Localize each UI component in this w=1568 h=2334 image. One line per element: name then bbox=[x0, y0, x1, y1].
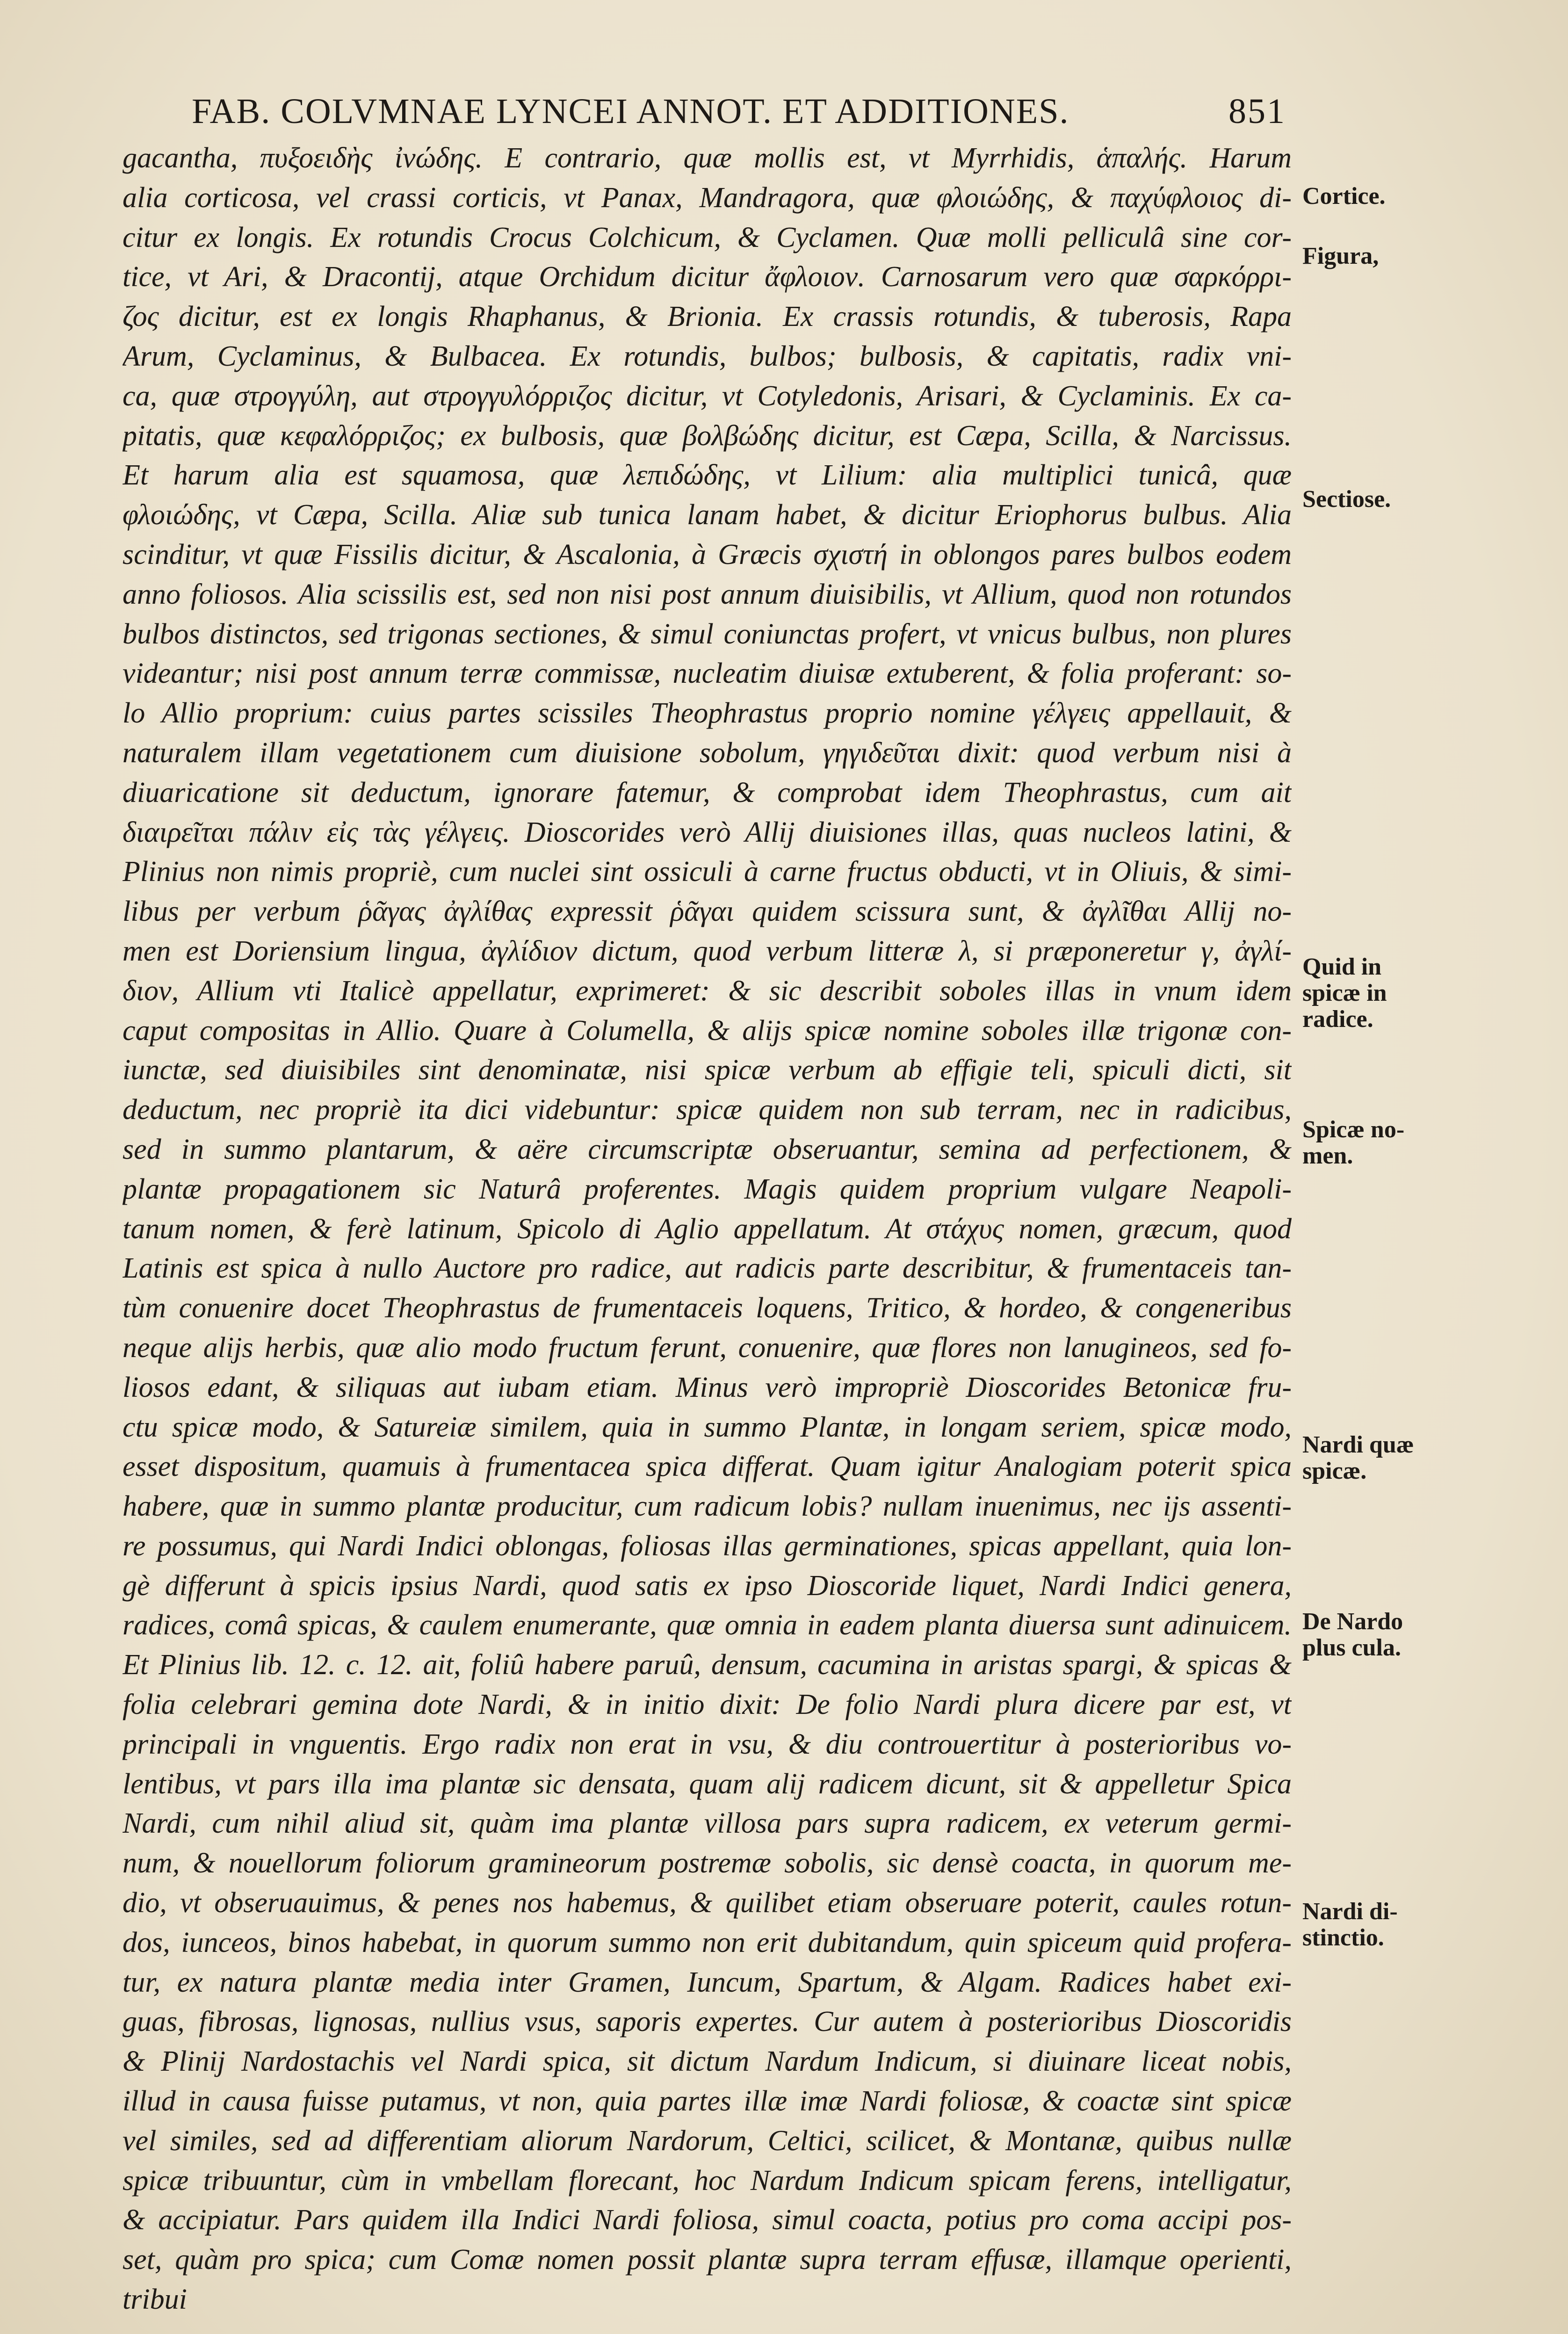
text-line: Arum, Cyclaminus, & Bulbacea. Ex rotundis, bulbos; bulbosis, & capitatis, radix vni- bbox=[123, 340, 1292, 372]
text-line: scinditur, vt quæ Fissilis dicitur, & Ascalonia, à Græcis σχιστή in oblongos pares bulbos eodem bbox=[123, 538, 1292, 571]
text-line: folia celebrari gemina dote Nardi, & in initio dixit: De folio Nardi plura dicere par est, vt bbox=[123, 1689, 1292, 1721]
text-line: gacantha, πυξοειδὴς ἰνώδης. E contrario, quæ mollis est, vt Myrrhidis, ἁπαλής. Harum bbox=[123, 142, 1292, 174]
text-line: lo Allio proprium: cuius partes scissiles Theophrastus proprio nomine γέλγεις appellauit, & bbox=[123, 697, 1292, 730]
text-line: spicæ tribuuntur, cùm in vmbellam florecant, hoc Nardum Indicum spicam ferens, intelligatur, bbox=[123, 2164, 1292, 2197]
text-line: liosos edant, & siliquas aut iubam etiam. Minus verò impropriè Dioscorides Betonicæ fru- bbox=[123, 1371, 1292, 1403]
margin-note-nardi-distinctio: Nardi di- stinctio. bbox=[1302, 1898, 1398, 1951]
text-line: ctu spicæ modo, & Satureiæ similem, quia in summo Plantæ, in longam seriem, spicæ modo, bbox=[123, 1411, 1292, 1443]
text-line: Latinis est spica à nullo Auctore pro radice, aut radicis parte describitur, & frumentaceis tan- bbox=[123, 1252, 1292, 1285]
text-line: deductum, nec propriè ita dici videbuntur: spicæ quidem non sub terram, nec in radicibus, bbox=[123, 1094, 1292, 1126]
text-line: radices, comâ spicas, & caulem enumerante, quæ omnia in eadem planta diuersa sunt adinuicem. bbox=[123, 1609, 1292, 1641]
text-line: guas, fibrosas, lignosas, nullius vsus, saporis expertes. Cur autem à posterioribus Dioscoridis bbox=[123, 2006, 1292, 2038]
text-line: gè differunt à spicis ipsius Nardi, quod satis ex ipso Dioscoride liquet, Nardi Indici genera, bbox=[123, 1569, 1292, 1602]
text-line: bulbos distinctos, sed trigonas sectiones, & simul coniunctas profert, vt vnicus bulbus, non plures bbox=[123, 618, 1292, 650]
text-line: videantur; nisi post annum terræ commissæ, nucleatim diuisæ extuberent, & folia proferant: so- bbox=[123, 658, 1292, 690]
text-line: dio, vt obseruauimus, & penes nos habemus, & quilibet etiam obseruare poterit, caules rotun- bbox=[123, 1887, 1292, 1919]
text-line: sed in summo plantarum, & aëre circumscriptæ obseruantur, semina ad perfectionem, & bbox=[123, 1133, 1292, 1165]
text-line: neque alijs herbis, quæ alio modo fructum ferunt, conuenire, quæ flores non lanugineos, sed fo- bbox=[123, 1331, 1292, 1364]
text-line: principali in vnguentis. Ergo radix non erat in vsu, & diu controuertitur à posterioribus vo- bbox=[123, 1728, 1292, 1760]
text-line: Et Plinius lib. 12. c. 12. ait, foliû habere paruû, densum, cacumina in aristas spargi, & spicas & bbox=[123, 1649, 1292, 1681]
text-line: habere, quæ in summo plantæ producitur, cum radicum lobis? nullam inuenimus, nec ijs assenti- bbox=[123, 1490, 1292, 1523]
text-line: diuaricatione sit deductum, ignorare fatemur, & comprobat idem Theophrastus, cum ait bbox=[123, 776, 1292, 809]
page-number: 851 bbox=[1228, 92, 1286, 131]
margin-note-figura: Figura, bbox=[1302, 243, 1379, 269]
text-line: ca, quæ στρογγύλη, aut στρογγυλόρριζος dicitur, vt Cotyledonis, Arisari, & Cyclaminis. Ex ca- bbox=[123, 380, 1292, 412]
text-line: tùm conuenire docet Theophrastus de frumentaceis loquens, Tritico, & hordeo, & congeneribus bbox=[123, 1292, 1292, 1324]
margin-note-quid-in-spicae: Quid in spicæ in radice. bbox=[1302, 954, 1387, 1033]
text-line: διον, Allium vti Italicè appellatur, exprimeret: & sic describit soboles illas in vnum idem bbox=[123, 975, 1292, 1007]
text-line: & accipiatur. Pars quidem illa Indici Nardi foliosa, simul coacta, potius pro coma accipi pos- bbox=[123, 2204, 1292, 2236]
margin-note-sectiose: Sectiose. bbox=[1302, 486, 1391, 513]
text-line: set, quàm pro spica; cum Comæ nomen possit plantæ supra terram effusæ, illamque operienti, bbox=[123, 2244, 1292, 2276]
running-title: FAB. COLVMNAE LYNCEI ANNOT. ET ADDITIONES. bbox=[192, 92, 1069, 131]
margin-note-nardi-spicae: Nardi quæ spicæ. bbox=[1302, 1431, 1414, 1484]
text-line: tribui bbox=[123, 2283, 187, 2316]
text-line: pitatis, quæ κεφαλόρριζος; ex bulbosis, quæ βολβώδης dicitur, est Cæpa, Scilla, & Narcissus. bbox=[123, 419, 1292, 452]
text-line: num, & nouellorum foliorum gramineorum postremæ sobolis, sic densè coacta, in quorum me- bbox=[123, 1847, 1292, 1879]
text-line: caput compositas in Allio. Quare à Columella, & alijs spicæ nomine soboles illæ trigonæ con- bbox=[123, 1014, 1292, 1047]
text-line: dos, iunceos, binos habebat, in quorum summo non erit dubitandum, quin spiceum quid profera- bbox=[123, 1926, 1292, 1958]
text-line: naturalem illam vegetationem cum diuisione sobolum, γηγιδεῦται dixit: quod verbum nisi à bbox=[123, 737, 1292, 769]
text-line: & Plinij Nardostachis vel Nardi spica, sit dictum Nardum Indicum, si diuinare liceat nobis, bbox=[123, 2045, 1292, 2078]
text-line: citur ex longis. Ex rotundis Crocus Colchicum, & Cyclamen. Quæ molli pelliculâ sine cor- bbox=[123, 221, 1292, 253]
text-line: Et harum alia est squamosa, quæ λεπιδώδης, vt Lilium: alia multiplici tunicâ, quæ bbox=[123, 459, 1292, 491]
text-line: men est Doriensium lingua, ἀγλίδιον dictum, quod verbum litteræ λ, si præponeretur γ, ἀγλί- bbox=[123, 935, 1292, 967]
text-line: tur, ex natura plantæ media inter Gramen, Iuncum, Spartum, & Algam. Radices habet exi- bbox=[123, 1966, 1292, 1998]
text-line: libus per verbum ῥᾶγας ἀγλίθας expressit ῥᾶγαι quidem scissura sunt, & ἀγλῖθαι Allij no- bbox=[123, 896, 1292, 928]
text-line: lentibus, vt pars illa ima plantæ sic densata, quam alij radicem dicunt, sit & appelletur Spica bbox=[123, 1768, 1292, 1800]
text-line: illud in causa fuisse putamus, vt non, quia partes illæ imæ Nardi foliosæ, & coactæ sint spicæ bbox=[123, 2085, 1292, 2117]
text-line: re possumus, qui Nardi Indici oblongas, foliosas illas germinationes, spicas appellant, quia lon- bbox=[123, 1530, 1292, 1562]
text-line: διαιρεῖται πάλιν εἰς τὰς γέλγεις. Dioscorides verò Allij diuisiones illas, quas nucleos latini, & bbox=[123, 816, 1292, 848]
text-line: tice, vt Ari, & Dracontij, atque Orchidum dicitur ἄφλοιον. Carnosarum vero quæ σαρκόρρι- bbox=[123, 261, 1292, 293]
text-line: iunctæ, sed diuisibiles sint denominatæ, nisi spicæ verbum ab effigie teli, spiculi dicti, sit bbox=[123, 1054, 1292, 1086]
margin-note-spicae-nomen: Spicæ no- men. bbox=[1302, 1116, 1405, 1169]
text-line: Nardi, cum nihil aliud sit, quàm ima plantæ villosa pars supra radicem, ex veterum germi- bbox=[123, 1807, 1292, 1840]
text-line: Plinius non nimis propriè, cum nuclei sint ossiculi à carne fructus obducti, vt in Oliuis, & simi- bbox=[123, 856, 1292, 888]
text-line: anno foliosos. Alia scissilis est, sed non nisi post annum diuisibilis, vt Allium, quod non rotundos bbox=[123, 578, 1292, 610]
page-header bbox=[192, 91, 1286, 143]
text-line: plantæ propagationem sic Naturâ proferentes. Magis quidem proprium vulgare Neapoli- bbox=[123, 1173, 1292, 1205]
margin-note-de-nardo: De Nardo plus cula. bbox=[1302, 1608, 1403, 1661]
text-line: φλοιώδης, vt Cæpa, Scilla. Aliæ sub tunica lanam habet, & dicitur Eriophorus bulbus. Alia bbox=[123, 499, 1292, 531]
text-line: vel similes, sed ad differentiam aliorum Nardorum, Celtici, scilicet, & Montanæ, quibus nullæ bbox=[123, 2124, 1292, 2157]
text-line: ζος dicitur, est ex longis Rhaphanus, & Brionia. Ex crassis rotundis, & tuberosis, Rapa bbox=[123, 301, 1292, 333]
text-line: alia corticosa, vel crassi corticis, vt Panax, Mandragora, quæ φλοιώδης, & παχύφλοιος di- bbox=[123, 181, 1292, 214]
text-line: esset dispositum, quamuis à frumentacea spica differat. Quam igitur Analogiam poterit spica bbox=[123, 1451, 1292, 1483]
text-line: tanum nomen, & ferè latinum, Spicolo di Aglio appellatum. At στάχυς nomen, græcum, quod bbox=[123, 1213, 1292, 1245]
margin-note-cortice: Cortice. bbox=[1302, 183, 1386, 210]
main-text-column bbox=[123, 138, 1292, 2320]
